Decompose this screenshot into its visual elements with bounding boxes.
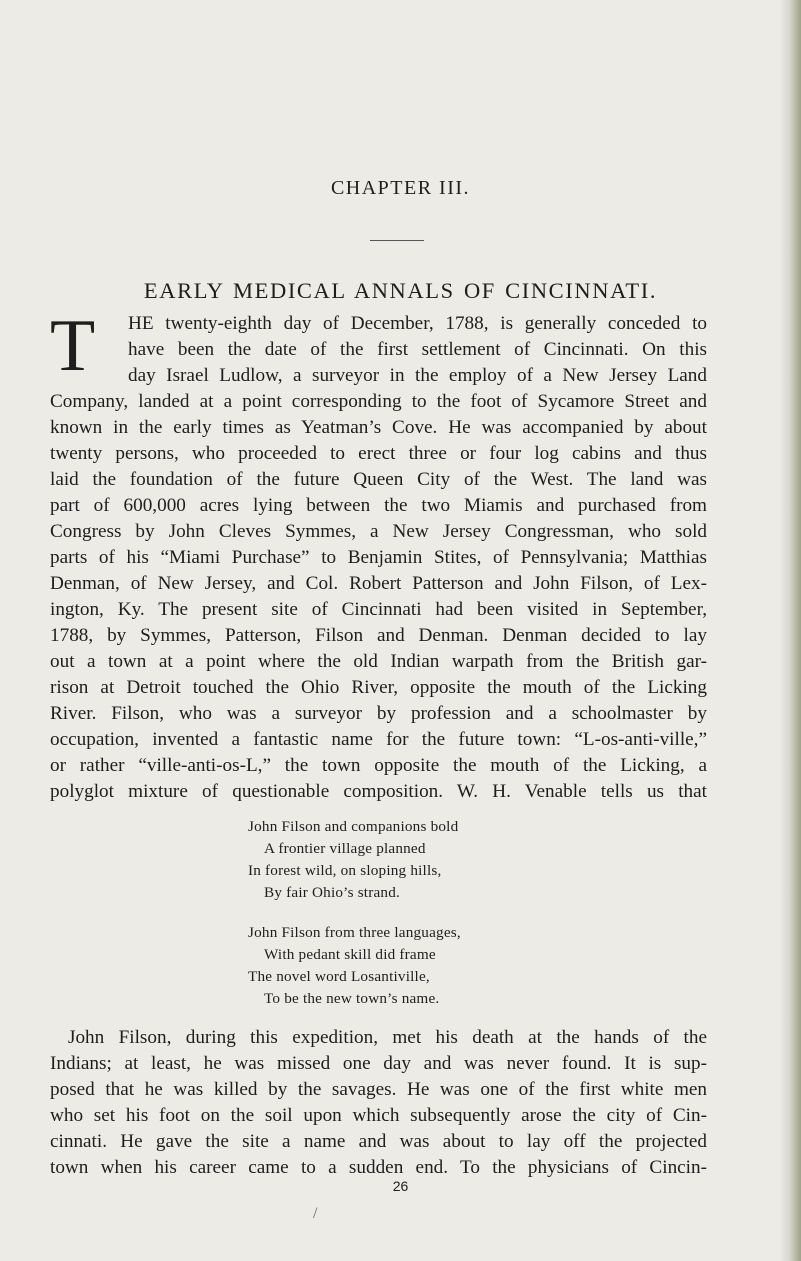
page-number: 26 bbox=[392, 1178, 409, 1194]
text-line: River. Filson, who was a surveyor by profession and a schoolmaster by bbox=[50, 703, 707, 724]
text-line: Company, landed at a point corresponding to the foot of Sycamore Street and bbox=[50, 391, 707, 412]
text-line: posed that he was killed by the savages. He was one of the first white men bbox=[50, 1079, 707, 1100]
poem-line: To be the new town’s name. bbox=[264, 990, 440, 1007]
text-line: 1788, by Symmes, Patterson, Filson and Denman. Denman decided to lay bbox=[50, 625, 707, 646]
poem-line: John Filson and companions bold bbox=[248, 818, 459, 835]
text-line: or rather “ville-anti-os-L,” the town opposite the mouth of the Licking, a bbox=[50, 755, 707, 776]
text-line: laid the foundation of the future Queen City of the West. The land was bbox=[50, 469, 707, 490]
text-line: part of 600,000 acres lying between the two Miamis and purchased from bbox=[50, 495, 707, 516]
poem-line: The novel word Losantiville, bbox=[248, 968, 430, 985]
poem-line: A frontier village planned bbox=[264, 840, 426, 857]
text-line: cinnati. He gave the site a name and was about to lay off the projected bbox=[50, 1131, 707, 1152]
text-line: John Filson, during this expedition, met his death at the hands of the bbox=[68, 1027, 707, 1048]
text-line: out a town at a point where the old Indian warpath from the British gar- bbox=[50, 651, 707, 672]
chapter-title: EARLY MEDICAL ANNALS OF CINCINNATI. bbox=[143, 278, 658, 303]
drop-cap: T bbox=[50, 305, 96, 387]
poem-line: By fair Ohio’s strand. bbox=[264, 884, 401, 901]
heading-divider bbox=[370, 240, 424, 241]
text-line: rison at Detroit touched the Ohio River, opposite the mouth of the Licking bbox=[50, 677, 707, 698]
text-line: occupation, invented a fantastic name for the future town: “L-os-anti-ville,” bbox=[50, 729, 707, 750]
text-line: town when his career came to a sudden end. To the physicians of Cincin- bbox=[50, 1157, 707, 1178]
text-line: Congress by John Cleves Symmes, a New Jersey Congressman, who sold bbox=[50, 521, 707, 542]
text-line: ington, Ky. The present site of Cincinnati had been visited in September, bbox=[50, 599, 707, 620]
text-line: have been the date of the first settlement of Cincinnati. On this bbox=[128, 339, 707, 360]
text-line: known in the early times as Yeatman’s Cove. He was accompanied by about bbox=[50, 417, 707, 438]
poem-line: In forest wild, on sloping hills, bbox=[248, 862, 442, 879]
text-line: parts of his “Miami Purchase” to Benjamin Stites, of Pennsylvania; Matthias bbox=[50, 547, 707, 568]
text-line: Denman, of New Jersey, and Col. Robert Patterson and John Filson, of Lex- bbox=[50, 573, 707, 594]
text-line: day Israel Ludlow, a surveyor in the employ of a New Jersey Land bbox=[128, 365, 707, 386]
text-line: Indians; at least, he was missed one day and was never found. It is sup- bbox=[50, 1053, 707, 1074]
text-line: who set his foot on the soil upon which subsequently arose the city of Cin- bbox=[50, 1105, 707, 1126]
text-line: polyglot mixture of questionable composition. W. H. Venable tells us that bbox=[50, 781, 707, 802]
poem-line: John Filson from three languages, bbox=[248, 924, 461, 941]
text-line: twenty persons, who proceeded to erect three or four log cabins and thus bbox=[50, 443, 707, 464]
stray-mark: / bbox=[313, 1205, 318, 1222]
poem-line: With pedant skill did frame bbox=[264, 946, 436, 963]
text-line: HE twenty-eighth day of December, 1788, is generally conceded to bbox=[128, 313, 707, 334]
chapter-heading: CHAPTER III. bbox=[330, 177, 471, 199]
